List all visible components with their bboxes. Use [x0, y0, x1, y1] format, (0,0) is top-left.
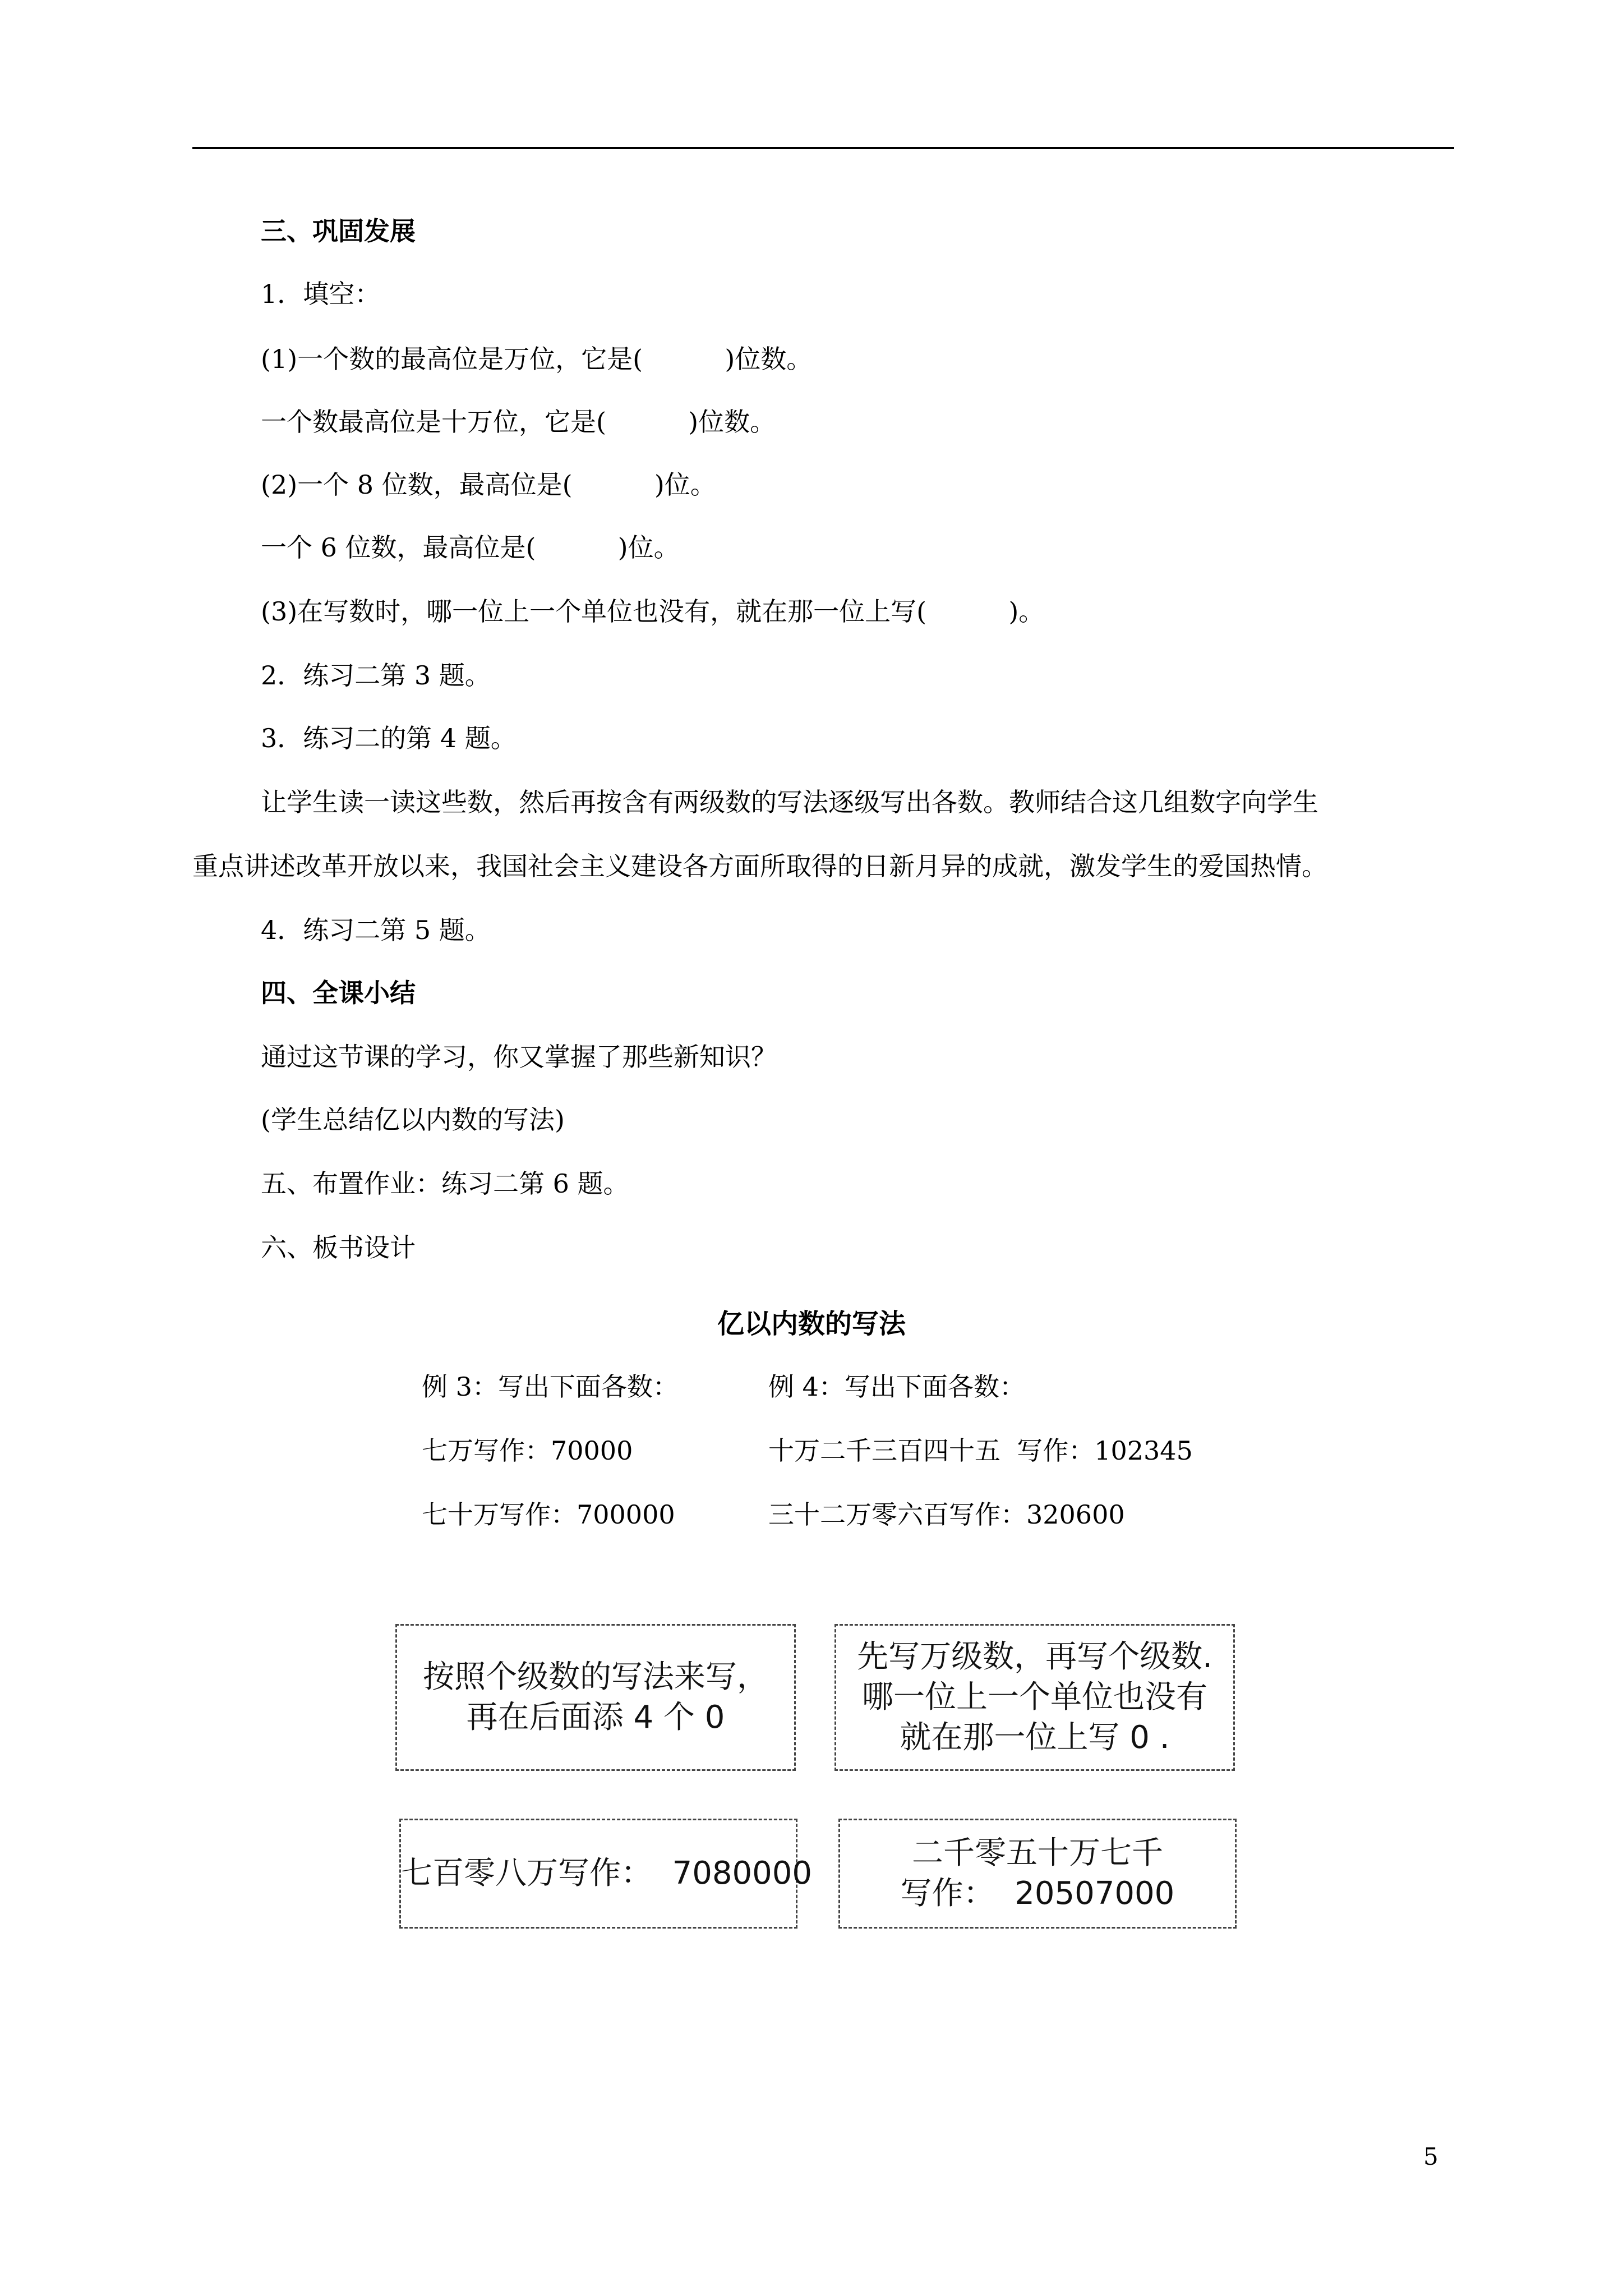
paragraph-line-2: 重点讲述改革开放以来，我国社会主义建设各方面所取得的日新月异的成就，激发学生的爱国热情。: [192, 851, 1327, 881]
question-4: 4．练习二第 5 题。: [261, 915, 491, 945]
box-2-line-3: 就在那一位上写 0 .: [900, 1719, 1170, 1756]
summary-answer: (学生总结亿以内数的写法): [261, 1105, 565, 1135]
box-4-line-2: 写作： 20507000: [900, 1875, 1175, 1912]
section-heading-3: 三、巩固发展: [261, 216, 416, 246]
example-3-row-2: 七十万写作：700000: [422, 1499, 675, 1530]
page-number: 5: [1423, 2143, 1438, 2170]
paragraph-line-1: 让学生读一读这些数，然后再按含有两级数的写法逐级写出各数。教师结合这几组数字向学生: [261, 787, 1318, 817]
board-box-example-20507000: [838, 1819, 1237, 1929]
box-1-line-2: 再在后面添 4 个 0: [466, 1699, 725, 1736]
board-box-rule-ten-thousands: [395, 1624, 796, 1771]
box-4-line-1: 二千零五十万七千: [912, 1835, 1163, 1871]
summary-question: 通过这节课的学习，你又掌握了那些新知识？: [261, 1042, 777, 1072]
header-rule: [192, 147, 1454, 149]
board-box-rule-two-levels: [834, 1624, 1235, 1771]
box-2-line-1: 先写万级数，再写个级数.: [857, 1639, 1212, 1675]
example-4-label: 例 4：写出下面各数：: [768, 1372, 1025, 1402]
question-1-3: (3)在写数时，哪一位上一个单位也没有，就在那一位上写( )。: [261, 596, 1045, 627]
example-4-row-2: 三十二万零六百写作：320600: [768, 1499, 1125, 1530]
example-3-row-1: 七万写作：70000: [422, 1435, 633, 1466]
section-5-homework: 五、布置作业：练习二第 6 题。: [261, 1168, 629, 1199]
board-title: 亿以内数的写法: [717, 1308, 906, 1340]
section-6-board: 六、板书设计: [261, 1232, 416, 1263]
question-1-1b: 一个数最高位是十万位，它是( )位数。: [261, 407, 776, 437]
question-3: 3．练习二的第 4 题。: [261, 723, 517, 753]
question-1-2a: (2)一个 8 位数，最高位是( )位。: [261, 470, 716, 500]
question-1-1a: (1)一个数的最高位是万位，它是( )位数。: [261, 344, 813, 374]
box-3-line-1: 七百零八万写作： 7080000: [401, 1855, 813, 1892]
question-1-label: 1．填空：: [261, 279, 381, 309]
box-2-line-2: 哪一位上一个单位也没有: [862, 1679, 1207, 1715]
question-2: 2．练习二第 3 题。: [261, 660, 491, 691]
board-box-example-7080000: [399, 1819, 813, 1929]
box-1-line-1: 按照个级数的写法来写，: [423, 1659, 768, 1695]
example-4-row-1: 十万二千三百四十五 写作：102345: [768, 1435, 1193, 1466]
section-heading-4: 四、全课小结: [261, 978, 416, 1008]
question-1-2b: 一个 6 位数，最高位是( )位。: [261, 532, 680, 563]
example-3-label: 例 3：写出下面各数：: [422, 1372, 679, 1402]
